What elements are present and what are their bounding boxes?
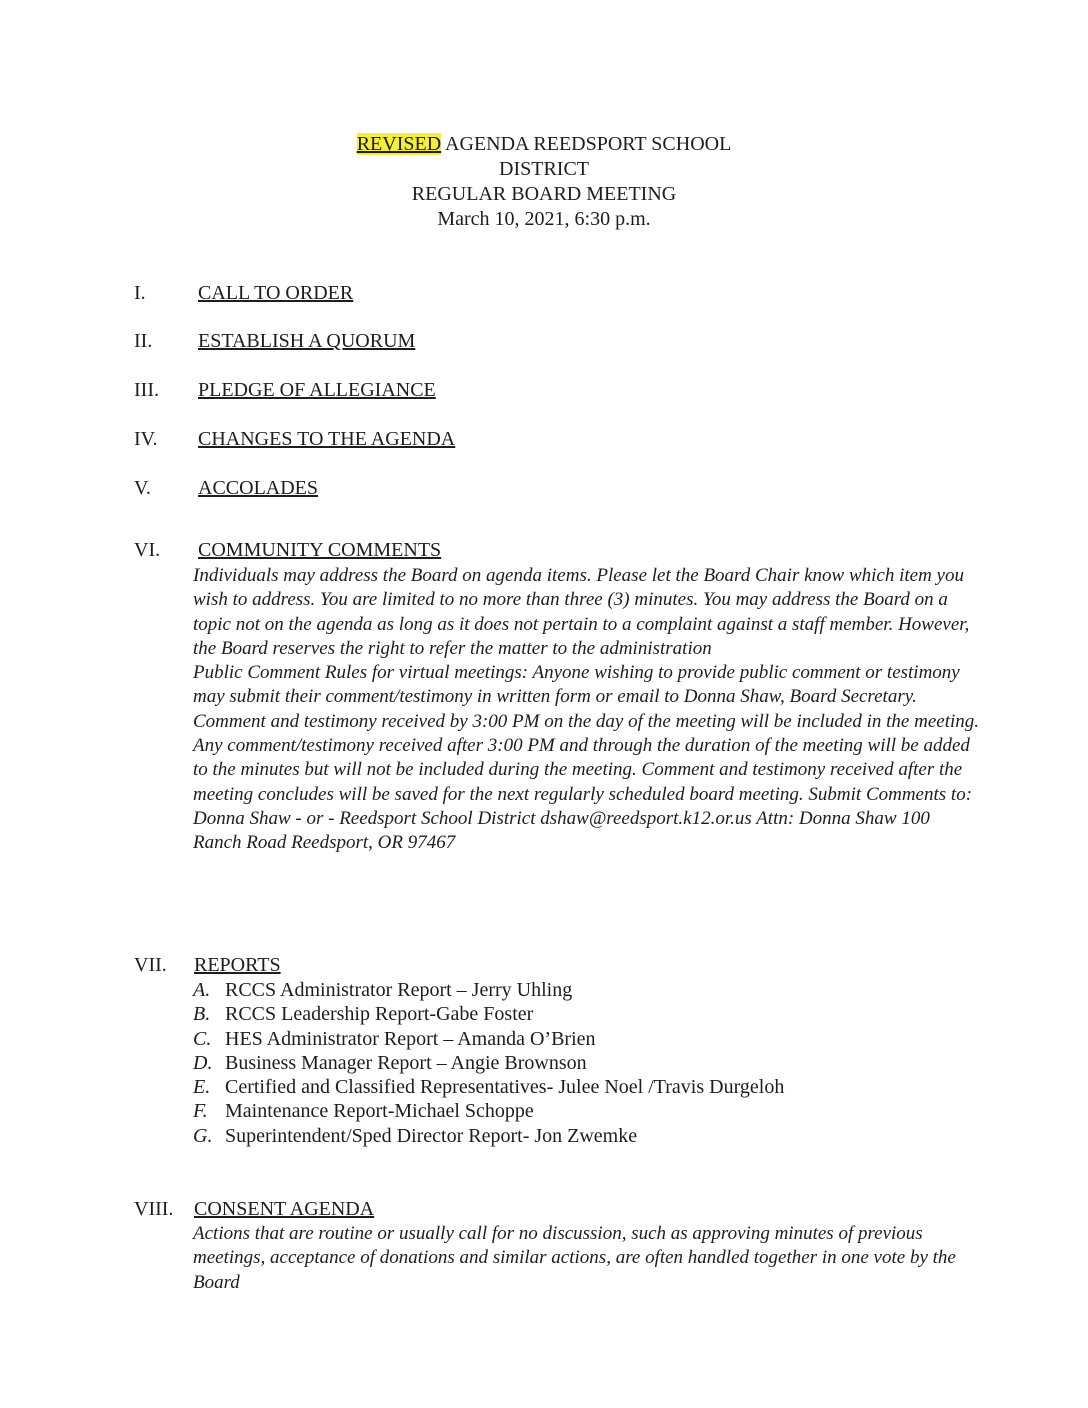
reports-list xyxy=(193,978,784,1148)
item-number: IV. xyxy=(134,428,158,450)
item-title: ESTABLISH A QUORUM xyxy=(198,330,416,352)
item-number: III. xyxy=(134,379,159,401)
report-text: Certified and Classified Representatives- Julee Noel /Travis Durgeloh xyxy=(225,1076,785,1099)
consent-paragraph: Actions that are routine or usually call for no discussion, such as approving minutes of previous meetings, acceptance of donations and similar actions, are often handled together in one vote by the Board xyxy=(193,1223,956,1293)
comments-paragraph: Individuals may address the Board on agenda items. Please let the Board Chair know which item you wish to address. You are limited to no more than three (3) minutes. You may address the Board on a topic not on the agenda as long as it does not pertain to a complaint against a staff member. However, the Board reserves the right to refer the matter to the administration xyxy=(193,565,970,659)
report-text: Maintenance Report-Michael Schoppe xyxy=(225,1100,534,1123)
item-number: VIII. xyxy=(134,1198,174,1220)
report-item xyxy=(193,978,784,1002)
header-line-2: DISTRICT xyxy=(499,158,589,180)
report-text: RCCS Leadership Report-Gabe Foster xyxy=(225,1003,534,1026)
item-title: REPORTS xyxy=(194,954,281,976)
report-letter: D. xyxy=(193,1051,213,1074)
report-item xyxy=(193,1124,784,1148)
report-item xyxy=(193,1051,784,1075)
agenda-header xyxy=(0,132,1088,232)
item-title: CONSENT AGENDA xyxy=(194,1198,375,1220)
report-letter: F. xyxy=(193,1100,208,1123)
report-item xyxy=(193,1027,784,1051)
report-letter: E. xyxy=(193,1076,211,1099)
report-text: Superintendent/Sped Director Report- Jon Zwemke xyxy=(225,1124,638,1147)
item-title: CHANGES TO THE AGENDA xyxy=(198,428,456,450)
meeting-date: March 10, 2021, 6:30 p.m. xyxy=(437,208,651,230)
report-item xyxy=(193,1099,784,1123)
report-item xyxy=(193,1002,784,1026)
item-number: II. xyxy=(134,330,153,352)
report-text: RCCS Administrator Report – Jerry Uhling xyxy=(225,979,573,1001)
report-letter: B. xyxy=(193,1003,211,1026)
item-number: V. xyxy=(134,477,151,499)
revised-highlight: REVISED xyxy=(356,133,442,155)
report-text: Business Manager Report – Angie Brownson xyxy=(225,1051,587,1074)
report-item xyxy=(193,1075,784,1099)
meeting-type: REGULAR BOARD MEETING xyxy=(411,183,677,205)
report-letter: C. xyxy=(193,1027,212,1050)
community-comments-description xyxy=(193,564,983,856)
report-text: HES Administrator Report – Amanda O’Brien xyxy=(225,1027,596,1050)
header-title: AGENDA REEDSPORT SCHOOL xyxy=(441,133,732,155)
item-title: ACCOLADES xyxy=(198,477,319,499)
item-title: PLEDGE OF ALLEGIANCE xyxy=(198,379,436,401)
header-line-1 xyxy=(0,132,1088,157)
report-letter: G. xyxy=(193,1124,213,1147)
virtual-rules-paragraph: Public Comment Rules for virtual meetings: Anyone wishing to provide public comment or testimony may submit their comment/testimony in written form or email to Donna Shaw, Board Secretary. Comment and testimony received by 3:00 PM on the day of the meeting will be included in the meeting. Any comment/testimony received after 3:00 PM and through the duration of the meeting will be added to the minutes but will not be included during the meeting. Comment and testimony received after the meeting concludes will be saved for the next regularly scheduled board meeting. Submit Comments to: Donna Shaw - or - Reedsport School District dshaw@reedsport.k12.or.us Attn: Donna Shaw 100 Ranch Road Reedsport, OR 97467 xyxy=(193,662,980,854)
report-letter: A. xyxy=(193,979,211,1001)
item-number: VI. xyxy=(134,539,161,561)
item-number: I. xyxy=(134,282,146,304)
item-title: COMMUNITY COMMENTS xyxy=(198,539,442,561)
item-number: VII. xyxy=(134,954,167,976)
item-title: CALL TO ORDER xyxy=(198,282,354,304)
consent-agenda-description xyxy=(193,1222,983,1295)
